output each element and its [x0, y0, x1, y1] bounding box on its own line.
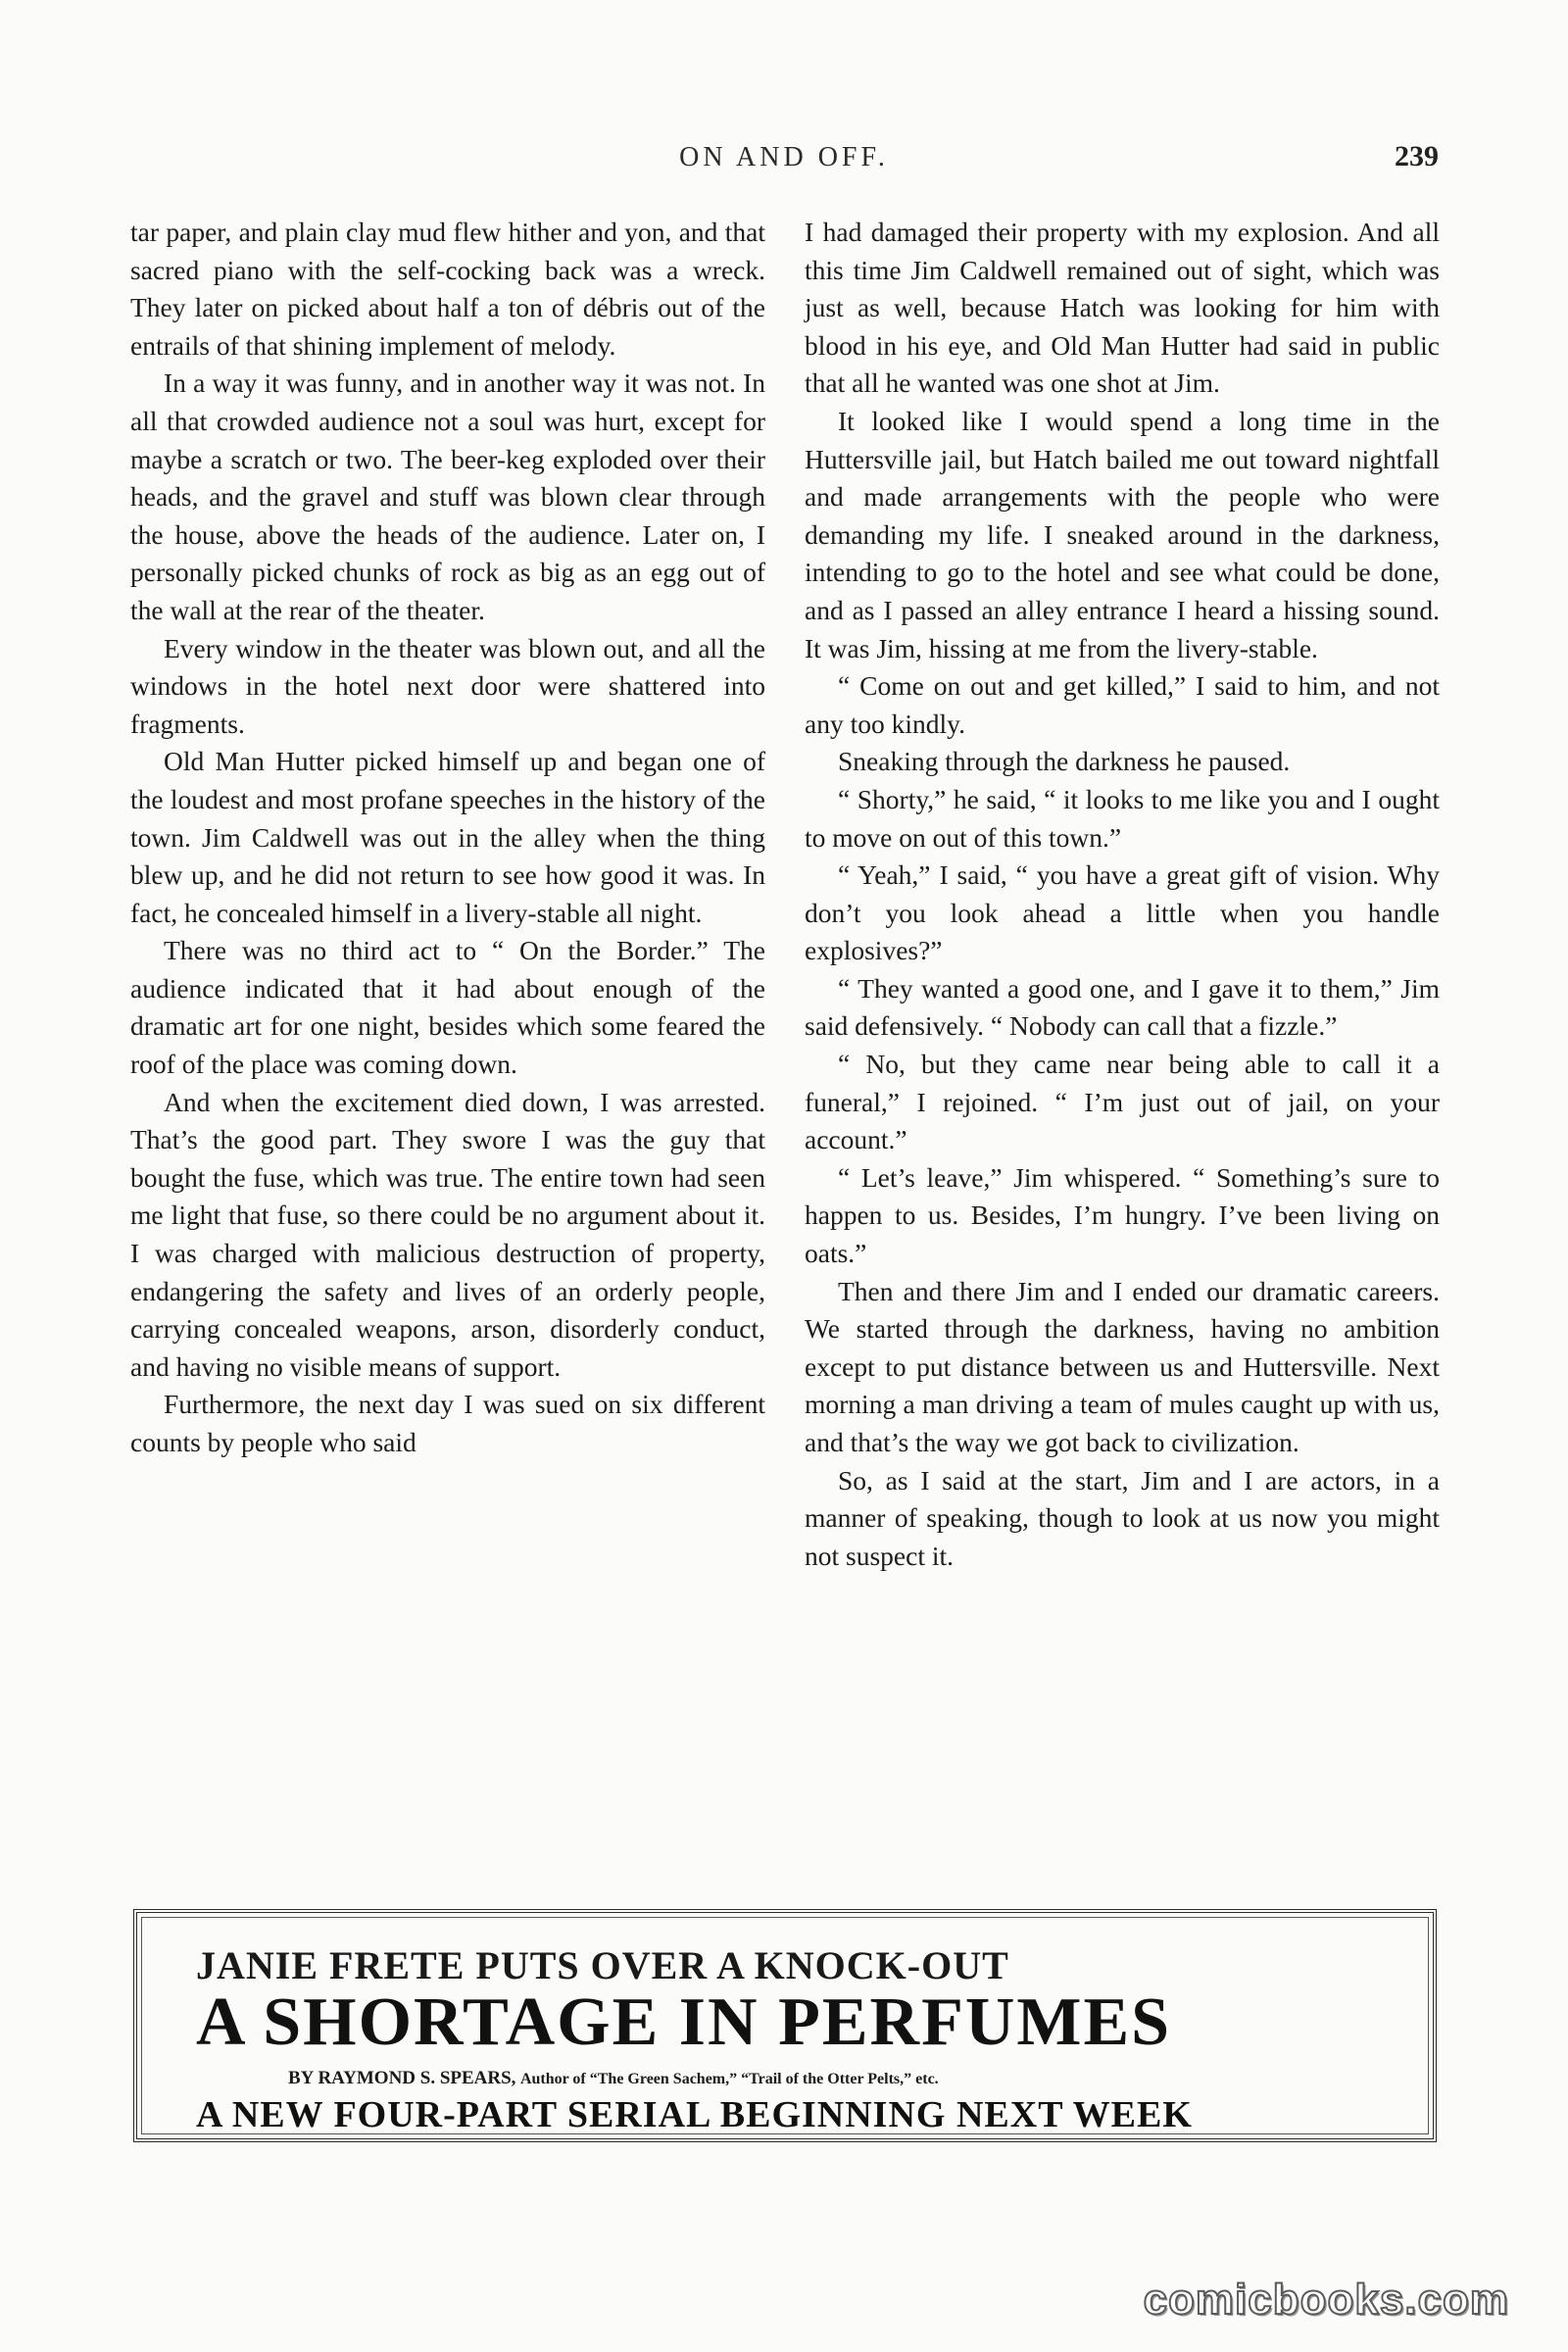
- ad-headline: A SHORTAGE IN PERFUMES: [196, 1984, 1172, 2060]
- ad-author-note: Author of “The Green Sachem,” “Trail of the Otter Pelts,” etc.: [519, 2071, 939, 2087]
- paragraph: In a way it was funny, and in another way it was not. In all that crowded audience not a soul was hurt, except for maybe a scratch or two. The beer-keg exploded over their heads, and the gravel and stuff was blown clear through the house, above the heads of the audience. Later on, I personally picked chunks of rock as big as an egg out of the wall at the rear of the theater.: [130, 368, 765, 625]
- page-header: [0, 142, 1568, 181]
- paragraph: Sneaking through the darkness he paused.: [838, 746, 1291, 777]
- left-column: [130, 214, 765, 1870]
- paragraph: “ Yeah,” I said, “ you have a great gift of vision. Why don’t you look ahead a little when you handle explosives?”: [805, 859, 1440, 966]
- ad-byline: [288, 2068, 939, 2089]
- paragraph: tar paper, and plain clay mud flew hither and yon, and that sacred piano with the self-cocking back was a wreck. They later on picked about half a ton of débris out of the entrails of that shining implement of melody.: [130, 217, 765, 361]
- ad-teaser-line: JANIE FRETE PUTS OVER A KNOCK-OUT: [196, 1943, 1009, 1987]
- ad-announcement: A NEW FOUR-PART SERIAL BEGINNING NEXT WEEK: [196, 2094, 1193, 2135]
- running-title: ON AND OFF.: [679, 142, 889, 172]
- paragraph: Every window in the theater was blown out, and all the windows in the hotel next door were shattered into fragments.: [130, 632, 765, 739]
- paragraph: “ Shorty,” he said, “ it looks to me like you and I ought to move on out of this town.”: [805, 783, 1440, 853]
- page-number: 239: [1395, 140, 1439, 172]
- paragraph: I had damaged their property with my explosion. And all this time Jim Caldwell remained out of sight, which was just as well, because Hatch was looking for him with blood in his eye, and Old Man Hutter had said in public that all he wanted was one shot at Jim.: [805, 217, 1440, 399]
- story-text: [130, 214, 1440, 1870]
- ad-author: BY RAYMOND S. SPEARS,: [288, 2068, 516, 2088]
- paragraph: “ Let’s leave,” Jim whispered. “ Something’s sure to happen to us. Besides, I’m hungry. I’ve been living on oats.”: [805, 1161, 1440, 1269]
- paragraph: So, as I said at the start, Jim and I are actors, in a manner of speaking, though to look at us now you might not suspect it.: [805, 1464, 1440, 1571]
- paragraph: “ No, but they came near being able to call it a funeral,” I rejoined. “ I’m just out of jail, on your account.”: [805, 1049, 1440, 1155]
- site-watermark: comicbooks.com: [1143, 2276, 1509, 2324]
- paragraph: Then and there Jim and I ended our dramatic careers. We started through the darkness, having no ambition except to put distance between us and Huttersville. Next morning a man driving a team of mules caught up with us, and that’s the way we got back to civilization.: [805, 1275, 1440, 1457]
- serial-advertisement-box: [133, 1909, 1437, 2142]
- paragraph: Old Man Hutter picked himself up and began one of the loudest and most profane speeches in the history of the town. Jim Caldwell was out in the alley when the thing blew up, and he did not return to see how good it was. In fact, he concealed himself in a livery-stable all night.: [130, 746, 765, 928]
- paragraph: And when the excitement died down, I was arrested. That’s the good part. They swore I was the guy that bought the fuse, which was true. The entire town had seen me light that fuse, so there could be no argument about it. I was charged with malicious destruction of property, endangering the safety and lives of an orderly people, carrying concealed weapons, arson, disorderly conduct, and having no visible means of support.: [130, 1086, 765, 1382]
- paragraph: “ Come on out and get killed,” I said to him, and not any too kindly.: [805, 670, 1440, 739]
- paragraph: “ They wanted a good one, and I gave it to them,” Jim said defensively. “ Nobody can call that a fizzle.”: [805, 972, 1440, 1042]
- paragraph: It looked like I would spend a long time in the Huttersville jail, but Hatch bailed me out toward nightfall and made arrangements with the people who were demanding my life. I sneaked around in the darkness, intending to go to the hotel and see what could be done, and as I passed an alley entrance I heard a hissing sound. It was Jim, hissing at me from the livery-stable.: [805, 405, 1440, 663]
- right-column: [805, 214, 1440, 1870]
- paragraph: There was no third act to “ On the Border.” The audience indicated that it had about enough of the dramatic art for one night, besides which some feared the roof of the place was coming down.: [130, 935, 765, 1080]
- paragraph: Furthermore, the next day I was sued on six different counts by people who said: [130, 1389, 765, 1457]
